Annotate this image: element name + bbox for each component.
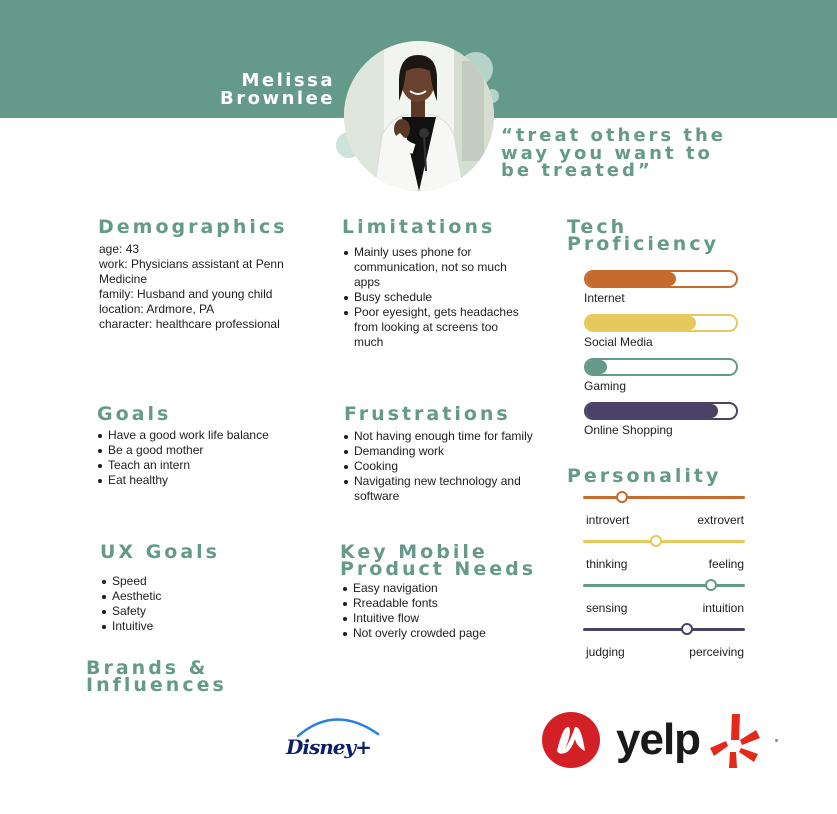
proficiency-bar xyxy=(584,270,738,288)
proficiency-bar xyxy=(584,402,738,420)
proficiency-label: Online Shopping xyxy=(584,423,673,437)
limitations-heading: Limitations xyxy=(342,216,496,238)
decor-dot xyxy=(775,739,778,742)
proficiency-fill xyxy=(586,360,607,374)
personality-knob xyxy=(705,579,717,591)
personality-track xyxy=(583,540,745,543)
mobile-needs-heading-line: Product Needs xyxy=(340,558,537,580)
personality-knob xyxy=(650,535,662,547)
list-item: Aesthetic xyxy=(100,589,300,604)
list-item-line: Poor eyesight, gets headaches xyxy=(354,305,519,319)
proficiency-label: Internet xyxy=(584,291,625,305)
list-item-line: Demanding work xyxy=(354,444,445,458)
personality-left-label: thinking xyxy=(586,557,628,571)
proficiency-bar xyxy=(584,314,738,332)
list-item: Not overly crowded page xyxy=(341,626,551,641)
mobile-needs-list xyxy=(341,581,551,641)
list-item xyxy=(342,474,557,504)
list-item: Easy navigation xyxy=(341,581,551,596)
list-item: Rreadable fonts xyxy=(341,596,551,611)
list-item: Have a good work life balance xyxy=(96,428,316,443)
tech-heading-line: Proficiency xyxy=(567,233,719,255)
list-item xyxy=(342,444,557,459)
list-item xyxy=(342,429,557,444)
disney-plus-wordmark: Disney+ xyxy=(286,735,371,759)
list-item: Speed xyxy=(100,574,300,589)
personality-left-label: sensing xyxy=(586,601,628,615)
personality-right-label: perceiving xyxy=(689,645,744,659)
list-item-line: apps xyxy=(354,275,381,289)
personality-track xyxy=(583,584,745,587)
quote-line: “treat others the xyxy=(501,125,727,146)
frustrations-list xyxy=(342,429,557,504)
personality-heading: Personality xyxy=(567,465,722,487)
list-item-line: Mainly uses phone for xyxy=(354,245,472,259)
brands-heading-line: Brands & xyxy=(86,657,209,679)
list-item-line: software xyxy=(354,489,400,503)
list-item xyxy=(342,305,557,350)
tech-heading-line: Tech xyxy=(567,216,628,238)
list-item: Intuitive xyxy=(100,619,300,634)
disney-plus-logo xyxy=(280,710,390,770)
ux-goals-list xyxy=(100,574,300,634)
list-item-line: much xyxy=(354,335,384,349)
frustrations-heading: Frustrations xyxy=(344,403,511,425)
personality-track xyxy=(583,496,745,499)
yelp-wordmark: yelp xyxy=(616,715,701,764)
demographics-line: location: Ardmore, PA xyxy=(99,302,215,316)
list-item: Be a good mother xyxy=(96,443,316,458)
lululemon-logo xyxy=(541,711,601,769)
personality-right-label: feeling xyxy=(708,557,744,571)
list-item: Safety xyxy=(100,604,300,619)
tech-heading xyxy=(567,216,719,255)
list-item-line: Navigating new technology and xyxy=(354,474,521,488)
proficiency-fill xyxy=(586,404,718,418)
personality-left-label: introvert xyxy=(586,513,630,527)
demographics-line: Medicine xyxy=(99,272,148,286)
persona-last-name: Brownlee xyxy=(220,88,335,109)
personality-right-label: intuition xyxy=(702,601,744,615)
persona-quote xyxy=(501,127,751,180)
persona-name xyxy=(200,72,335,108)
demographics-details xyxy=(99,242,284,332)
persona-first-name: Melissa xyxy=(241,70,335,91)
personality-right-label: extrovert xyxy=(697,513,744,527)
list-item: Intuitive flow xyxy=(341,611,551,626)
list-item: Teach an intern xyxy=(96,458,316,473)
proficiency-fill xyxy=(586,272,676,286)
personality-track xyxy=(583,628,745,631)
demographics-line: family: Husband and young child xyxy=(99,287,273,301)
list-item-line: Cooking xyxy=(354,459,399,473)
personality-left-label: judging xyxy=(586,645,625,659)
proficiency-label: Social Media xyxy=(584,335,653,349)
proficiency-label: Gaming xyxy=(584,379,627,393)
proficiency-bar xyxy=(584,358,738,376)
demographics-line: character: healthcare professional xyxy=(99,317,280,331)
yelp-logo xyxy=(612,710,762,772)
brands-heading-line: Influences xyxy=(86,674,227,696)
ux-goals-heading: UX Goals xyxy=(100,541,220,563)
list-item-line: communication, not so much xyxy=(354,260,507,274)
yelp-burst-icon xyxy=(710,710,762,770)
goals-list xyxy=(96,428,316,488)
mobile-needs-heading-line: Key Mobile xyxy=(340,541,488,563)
demographics-heading: Demographics xyxy=(98,216,288,238)
list-item xyxy=(342,459,557,474)
brands-heading xyxy=(86,657,227,696)
limitations-list xyxy=(342,245,557,350)
quote-line: be treated” xyxy=(501,160,653,181)
quote-line: way you want to xyxy=(501,142,713,164)
goals-heading: Goals xyxy=(97,403,172,425)
proficiency-fill xyxy=(586,316,696,330)
persona-photo xyxy=(344,41,494,191)
list-item: Eat healthy xyxy=(96,473,316,488)
list-item-line: Busy schedule xyxy=(354,290,433,304)
list-item xyxy=(342,290,557,305)
list-item-line: from looking at screens too xyxy=(354,320,499,334)
demographics-line: age: 43 xyxy=(99,242,140,256)
mobile-needs-heading xyxy=(340,541,537,580)
list-item-line: Not having enough time for family xyxy=(354,429,533,443)
list-item xyxy=(342,245,557,290)
personality-knob xyxy=(681,623,693,635)
demographics-line: work: Physicians assistant at Penn xyxy=(99,257,284,271)
personality-knob xyxy=(616,491,628,503)
